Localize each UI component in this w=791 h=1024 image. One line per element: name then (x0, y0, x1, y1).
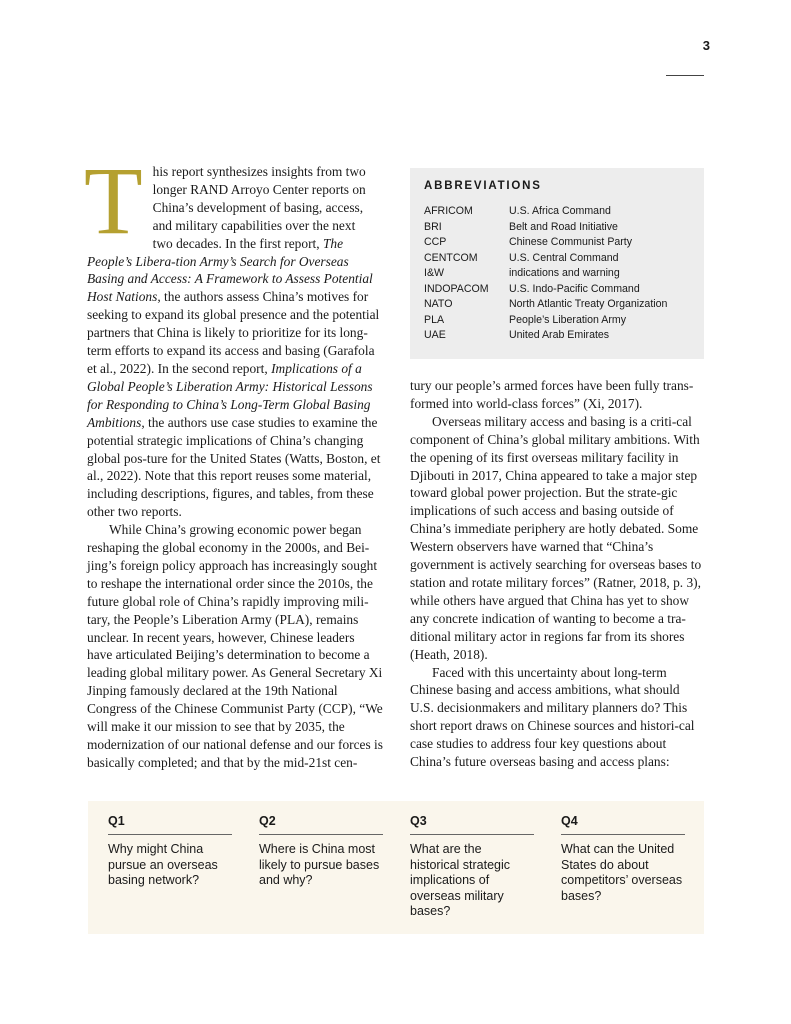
question-text: Why might China pursue an overseas basing network? (108, 842, 218, 888)
abbreviation-meaning: U.S. Africa Command (509, 205, 611, 217)
body-paragraph: While China’s growing economic power began reshaping the global economy in the 2000s, and Bei-jing’s foreign policy approach has increasingly sought to reshape the international order since the 2010s, the future global role of China’s rapidly improving mili-tary, the People’s Liberation Army (PLA), remains unclear. In recent years, however, Chinese leaders have articulated Beijing’s determination to become a leading global military power. As General Secretary Xi Jinping famously declared at the 19th National Congress of the Chinese Communist Party (CCP), “We will make it our mission to see that by 2035, the modernization of our national defense and our forces is basically completed; and that by the mid-21st cen- (87, 522, 383, 770)
left-column (84, 147, 383, 772)
abbreviation-code: I&W (424, 267, 445, 279)
abbreviation-row (424, 282, 690, 298)
abbreviation-meaning: Belt and Road Initiative (509, 220, 618, 233)
abbreviation-code: PLA (424, 313, 445, 326)
question-q1 (108, 814, 232, 889)
abbreviation-meaning: U.S. Indo-Pacific Command (509, 282, 640, 295)
intro-line: and military capabilities over the next (152, 217, 356, 233)
abbreviations-box (410, 168, 704, 359)
question-text: Where is China most likely to pursue bases and why? (259, 842, 380, 888)
abbreviation-code: NATO (424, 298, 453, 310)
report-title-1: The People’s Libera-tion Army’s Search for Overseas Basing and Access: A Framework to Assess Potential Host Nations (87, 235, 373, 305)
intro-line: longer RAND Arroyo Center reports on (152, 181, 366, 197)
abbreviation-code: INDOPACOM (424, 282, 489, 295)
body-paragraph: Faced with this uncertainty about long-term Chinese basing and access ambitions, what should U.S. decisionmakers and military planners do? This short report draws on Chinese sources and histori-cal case studies to address four key questions about China’s future overseas basing and access plans: (410, 664, 695, 770)
body-paragraph: tury our people’s armed forces have been fully trans-formed into world-class forces” (Xi, 2017). (410, 378, 694, 411)
abbreviation-meaning: U.S. Central Command (509, 251, 619, 264)
question-q2 (259, 814, 383, 889)
intro-line: his report synthesizes insights from two (152, 164, 366, 179)
intro-text: , the authors assess China’s motives for seeking to expand its global presence and the potential partners that China is likely to prioritize for its long-term efforts to expand its access and basing (Garafola et al., 2022). In the second report, (87, 289, 380, 376)
abbreviation-code: BRI (424, 220, 442, 233)
abbreviation-row (424, 251, 690, 267)
abbreviation-row (424, 204, 690, 220)
right-column (410, 377, 704, 771)
question-text: What are the historical strategic implications of overseas military bases? (410, 842, 511, 919)
abbreviation-row (424, 220, 690, 236)
question-label: Q2 (259, 814, 383, 835)
abbreviation-meaning: Chinese Communist Party (509, 236, 633, 248)
report-title-2: Implications of a Global People’s Liberation Army: Historical Lessons for Responding to China’s Long-Term Global Basing Ambitions (87, 360, 373, 430)
abbreviations-title: ABBREVIATIONS (424, 180, 542, 192)
intro-text: two decades. In the first report, (152, 235, 323, 251)
abbreviation-row (424, 328, 690, 344)
abbreviation-meaning: People’s Liberation Army (509, 313, 626, 326)
abbreviation-meaning: United Arab Emirates (509, 329, 610, 341)
abbreviation-code: AFRICOM (424, 205, 473, 217)
body-paragraph: Overseas military access and basing is a criti-cal component of China’s global military ambitions. With the opening of its first overseas military facility in Djibouti in 2017, China appeared to take a major step toward global power projection. But the strate-gic implications of such access and basing outside of China’s immediate periphery are hotly debated. Some Western observers have warned that “China’s government is actively searching for overseas bases to station and rotate military forces” (Ratner, 2018, p. 3), while others have argued that China has yet to show any concrete indication of wanting to become a tra-ditional military actor in regions far from its shores (Heath, 2018). (410, 413, 702, 662)
intro-line: China’s development of basing, access, (152, 199, 364, 215)
question-label: Q1 (108, 814, 232, 835)
abbreviation-meaning: North Atlantic Treaty Organization (509, 298, 668, 310)
question-label: Q3 (410, 814, 534, 835)
intro-text: , the authors use case studies to examine the potential strategic implications of China’s changing global pos-ture for the United States (Watts, Boston, et al., 2022). Note that this report reuses some material, including descriptions, figures, and tables, from these other two reports. (87, 414, 381, 520)
drop-cap: T (84, 147, 143, 254)
abbreviation-code: CENTCOM (424, 251, 478, 264)
question-q4 (561, 814, 685, 904)
abbreviation-code: CCP (424, 236, 447, 248)
abbreviation-row (424, 235, 690, 251)
question-label: Q4 (561, 814, 685, 835)
abbreviation-row (424, 313, 690, 329)
abbreviation-code: UAE (424, 329, 446, 341)
abbreviation-meaning: indications and warning (509, 267, 620, 279)
page-number: 3 (702, 38, 710, 53)
question-text: What can the United States do about competitors’ overseas bases? (561, 842, 683, 903)
abbreviation-row (424, 297, 690, 313)
key-questions-box (88, 801, 704, 934)
page-number-rule (666, 75, 704, 76)
abbreviation-row (424, 266, 690, 282)
question-q3 (410, 814, 534, 920)
